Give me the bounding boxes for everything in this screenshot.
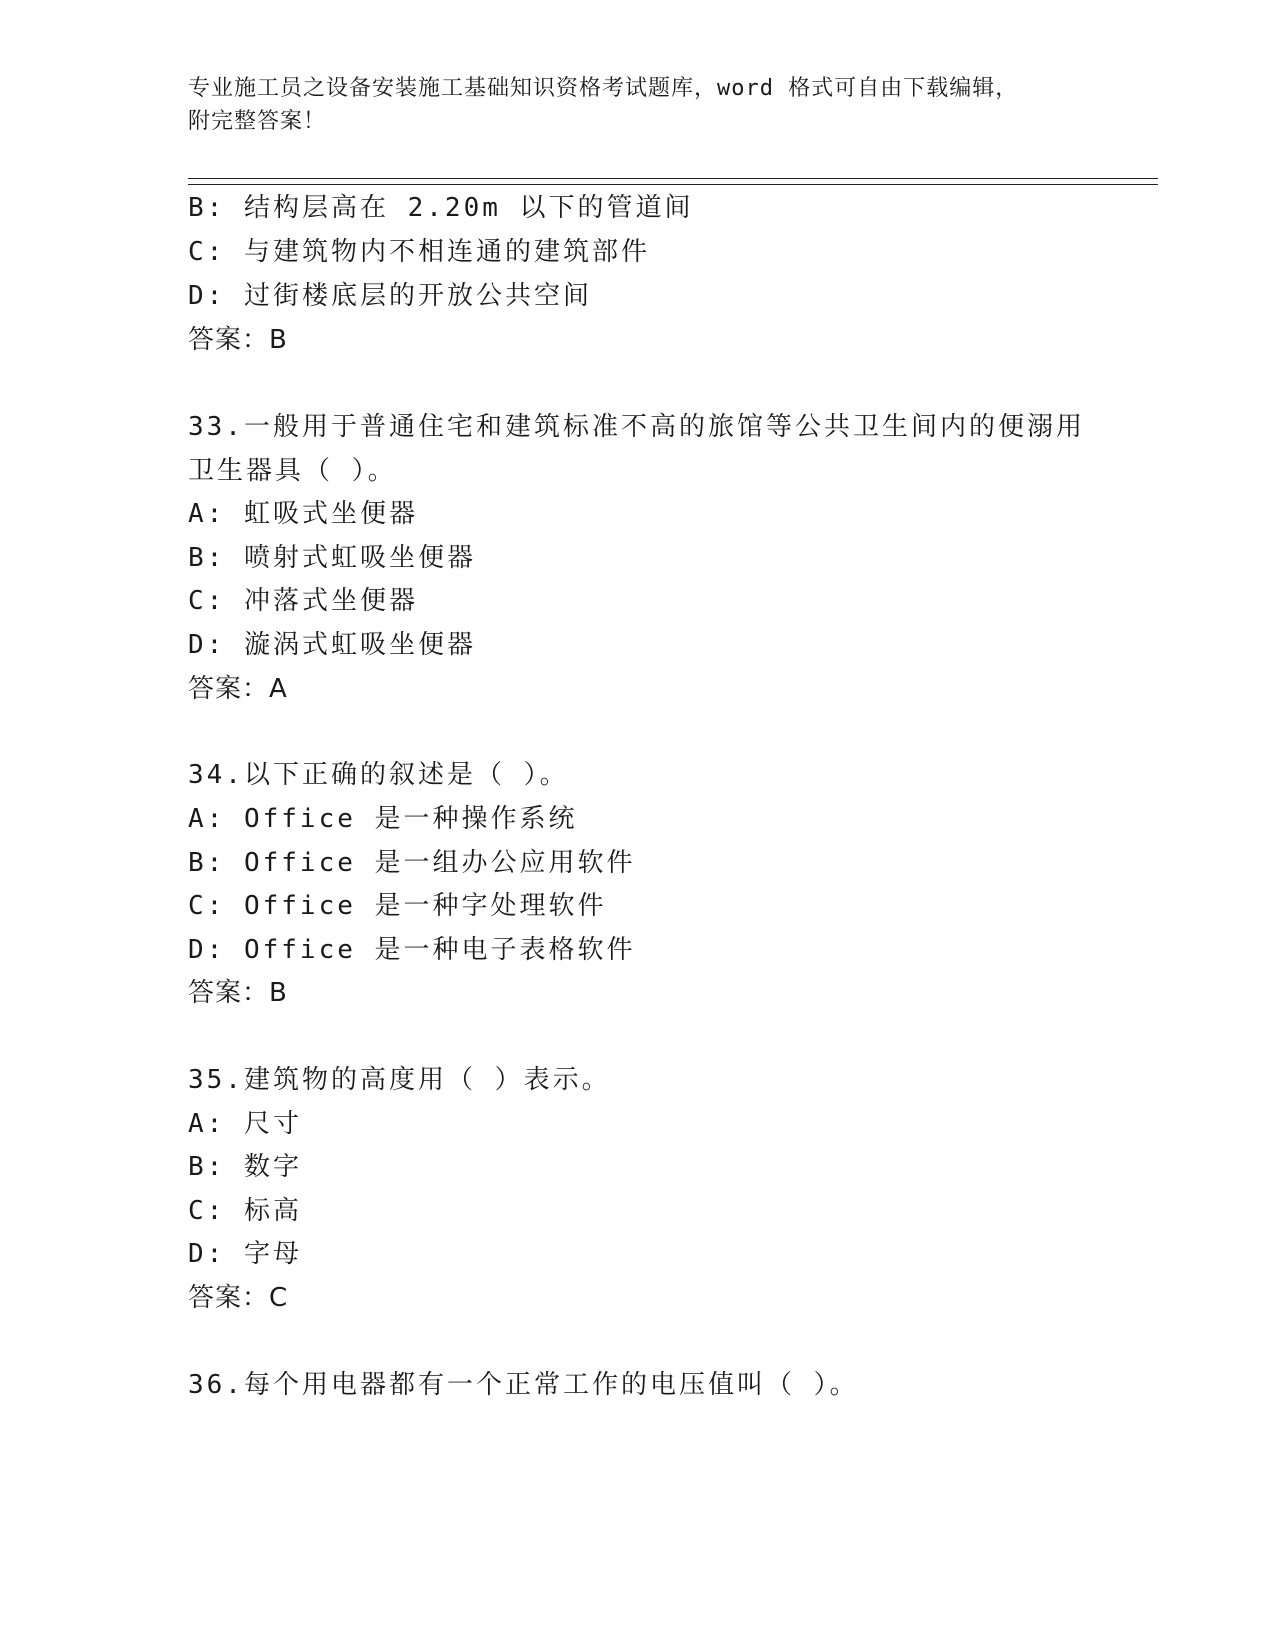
option-c: C: 与建筑物内不相连通的建筑部件 (188, 237, 650, 267)
question-stem: 36.每个用电器都有一个正常工作的电压值叫（ ）。 (188, 1370, 859, 1400)
option-b: B: 结构层高在 2.20m 以下的管道间 (188, 193, 694, 223)
header-divider-top (188, 178, 1158, 179)
option-a: A: 虹吸式坐便器 (188, 499, 418, 529)
document-header (188, 72, 1088, 138)
question-stem: 35.建筑物的高度用（ ）表示。 (188, 1065, 611, 1095)
question-stem-continued: 卫生器具（ ）。 (188, 456, 397, 486)
option-d: D: 漩涡式虹吸坐便器 (188, 630, 476, 660)
answer-line: 答案：A (188, 674, 288, 704)
option-a: A: 尺寸 (188, 1109, 302, 1139)
option-b: B: Office 是一组办公应用软件 (188, 848, 636, 878)
option-b: B: 喷射式虹吸坐便器 (188, 543, 476, 573)
option-c: C: 标高 (188, 1196, 302, 1226)
header-line-2: 附完整答案！ (188, 109, 327, 134)
option-d: D: 字母 (188, 1239, 302, 1269)
option-b: B: 数字 (188, 1152, 302, 1182)
option-d: D: Office 是一种电子表格软件 (188, 935, 636, 965)
option-c: C: 冲落式坐便器 (188, 586, 418, 616)
answer-line: 答案：B (188, 978, 288, 1008)
header-line-1: 专业施工员之设备安装施工基础知识资格考试题库，word 格式可自由下载编辑， (188, 76, 1019, 101)
question-stem: 33.一般用于普通住宅和建筑标准不高的旅馆等公共卫生间内的便溺用 (188, 412, 1085, 442)
option-a: A: Office 是一种操作系统 (188, 804, 578, 834)
answer-line: 答案：C (188, 1283, 289, 1313)
option-d: D: 过街楼底层的开放公共空间 (188, 281, 592, 311)
option-c: C: Office 是一种字处理软件 (188, 891, 607, 921)
question-stem: 34.以下正确的叙述是（ ）。 (188, 760, 569, 790)
header-divider-bottom (188, 184, 1158, 185)
answer-line: 答案：B (188, 325, 288, 355)
